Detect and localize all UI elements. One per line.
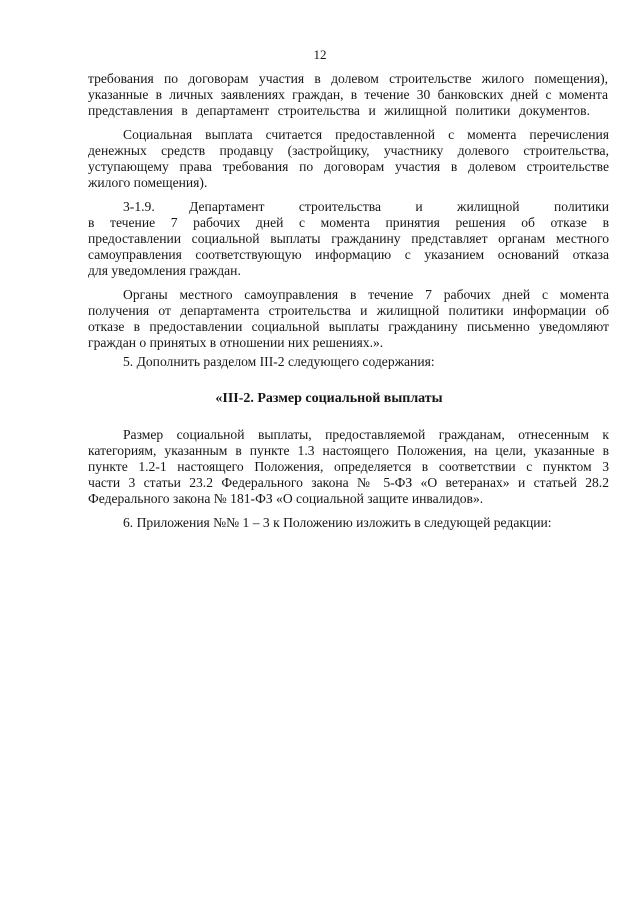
section-heading: «III-2. Размер социальной выплаты (215, 391, 443, 406)
text-line: Федерального закона № 181-ФЗ «О социальной защите инвалидов». (88, 491, 484, 506)
text-line: указанные в личных заявлениях граждан, в течение 30 банковских дней с момента (88, 87, 608, 102)
text-line: уступающему права требования по договорам участия в долевом строительстве (88, 159, 609, 174)
text-line: отказе в предоставлении социальной выплаты гражданину письменно уведомляют (88, 319, 609, 334)
text-line: Размер социальной выплаты, предоставляемой гражданам, отнесенным к (123, 427, 609, 442)
text-line: граждан о принятых в отношении них решениях.». (88, 335, 384, 350)
text-line: 3-1.9. Департамент строительства и жилищной политики (123, 199, 609, 214)
text-line: 6. Приложения №№ 1 – 3 к Положению изложить в следующей редакции: (123, 515, 552, 530)
text-line: требования по договорам участия в долевом строительстве жилого помещения), (88, 71, 608, 86)
text-line: предоставлении социальной выплаты гражданину представляет органам местного (88, 231, 609, 246)
text-line: самоуправления соответствующую информацию с указанием оснований отказа (88, 247, 609, 262)
text-line: категориям, указанным в пункте 1.3 настоящего Положения, на цели, указанные в (88, 443, 609, 458)
page-number: 12 (313, 47, 327, 62)
text-line: денежных средств продавцу (застройщику, участнику долевого строительства, (88, 143, 609, 158)
text-line: получения от департамента строительства и жилищной политики информации об (88, 303, 609, 318)
text-line: в течение 7 рабочих дней с момента принятия решения об отказе в (88, 215, 609, 230)
text-line: пункте 1.2-1 настоящего Положения, определяется в соответствии с пунктом 3 (88, 459, 609, 474)
text-line: Социальная выплата считается предоставленной с момента перечисления (123, 127, 609, 142)
text-line: 5. Дополнить разделом III-2 следующего содержания: (123, 354, 435, 369)
text-line: для уведомления граждан. (88, 263, 241, 278)
text-line: Органы местного самоуправления в течение 7 рабочих дней с момента (123, 287, 609, 302)
text-line: представления в департамент строительства и жилищной политики документов. (88, 103, 590, 118)
text-line: части 3 статьи 23.2 Федерального закона № 5-ФЗ «О ветеранах» и статьей 28.2 (88, 475, 609, 490)
text-line: жилого помещения). (88, 175, 208, 190)
